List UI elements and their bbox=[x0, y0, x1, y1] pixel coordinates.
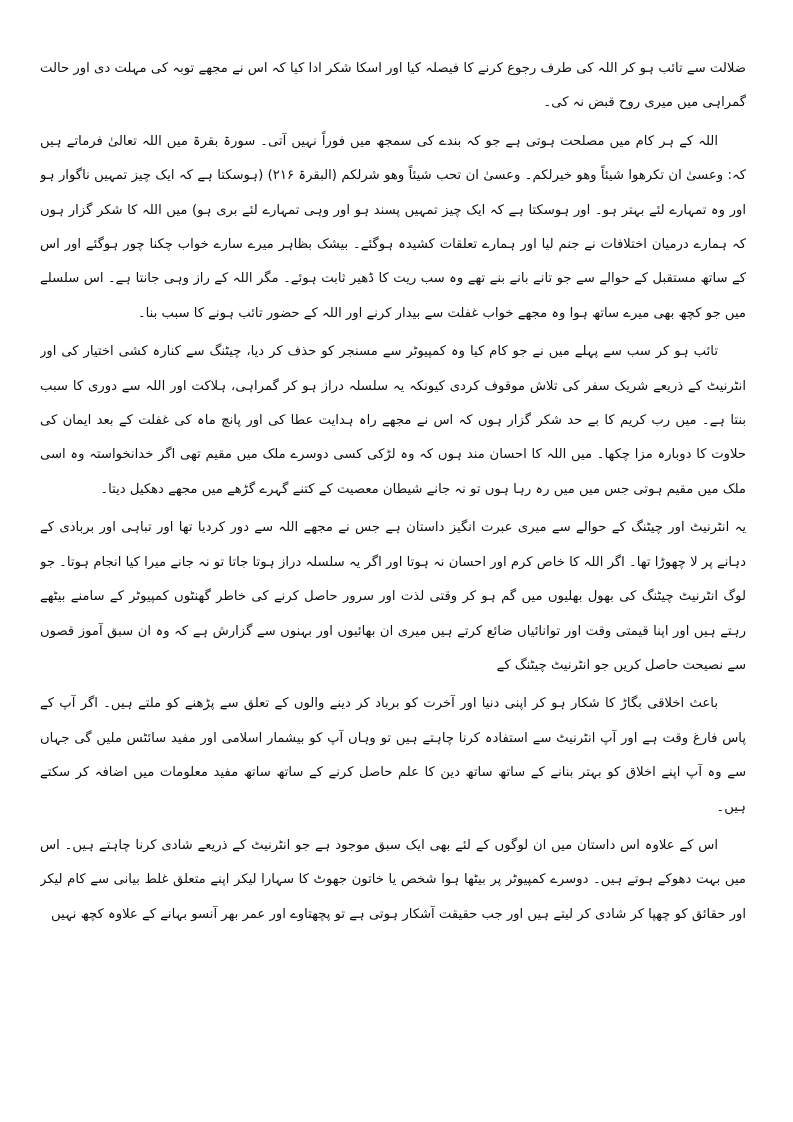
paragraph-4: یہ انٹرنیٹ اور چیٹنگ کے حوالے سے میری عبرت انگیز داستان ہے جس نے مجھے اللہ سے دور کردیا تھا اور تباہی اور بربادی کے دہانے پر لا چھوڑا تھا۔ اگر اللہ کا خاص کرم اور احسان نہ ہوتا اور اگر یہ سلسلہ دراز ہوتا جاتا تو نہ جانے میرا کیا انجام ہوتا۔ جو لوگ انٹرنیٹ چیٹنگ کی بھول بھلیوں میں گم ہو کر وقتی لذت اور سرور حاصل کرنے کی خاطر گھنٹوں کمپیوٹر کے سامنے بیٹھے رہتے ہیں اور اپنا قیمتی وقت اور توانائیاں ضائع کرتے ہیں میری ان بھائیوں اور بہنوں سے گزارش ہے کہ وہ ان سبق آموز قصوں سے نصیحت حاصل کریں جو انٹرنیٹ چیٹنگ کے bbox=[40, 520, 746, 673]
paragraph-1: ضلالت سے تائب ہو کر اللہ کی طرف رجوع کرنے کا فیصلہ کیا اور اسکا شکر ادا کیا کہ اس نے مجھے توبہ کی مہلت دی اور حالت گمراہی میں میری روح قبض نہ کی۔ bbox=[40, 61, 746, 111]
paragraph-3: تائب ہو کر سب سے پہلے میں نے جو کام کیا وہ کمپیوٹر سے مسنجر کو حذف کر دیا، چیٹنگ سے کنارہ کشی اختیار کی اور انٹرنیٹ کے ذریعے شریک سفر کی تلاش موقوف کردی کیونکہ یہ سلسلہ دراز ہو کر گمراہی، ہلاکت اور اللہ سے دوری کا سبب بنتا ہے۔ میں رب کریم کا بے حد شکر گزار ہوں کہ اس نے مجھے راہ ہدایت عطا کی اور پانچ ماہ کی غفلت کے بعد ایمان کی حلاوت کا دوبارہ مزا چکھا۔ میں اللہ کا احسان مند ہوں کہ وہ لڑکی کسی دوسرے ملک میں مقیم تھی اگر خدانخواستہ وہ اسی ملک میں مقیم ہوتی جس میں میں رہ رہا ہوں تو نہ جانے شیطان معصیت کے کتنے گہرے گڑھے میں مجھے دھکیل دیتا۔ bbox=[40, 344, 746, 497]
paragraph-6: اس کے علاوہ اس داستان میں ان لوگوں کے لئے بھی ایک سبق موجود ہے جو انٹرنیٹ کے ذریعے شادی کرنا چاہتے ہیں۔ اس میں بہت دھوکے ہوتے ہیں۔ دوسرے کمپیوٹر پر بیٹھا ہوا شخص یا خاتون جھوٹ کا سہارا لیکر اپنے متعلق غلط بیانی سے کام لیکر اور حقائق کو چھپا کر شادی کر لیتے ہیں اور جب حقیقت آشکار ہوتی ہے تو پچھتاوے اور عمر بھر آنسو بہانے کے علاوہ کچھ نہیں bbox=[40, 837, 746, 922]
document-page bbox=[40, 52, 746, 1102]
paragraph-2: اللہ کے ہر کام میں مصلحت ہوتی ہے جو کہ بندے کی سمجھ میں فوراً نہیں آتی۔ سورۃ بقرۃ میں اللہ تعالیٰ فرماتے ہیں کہ: وعسیٰ ان تکرھوا شیئاً وھو خیرلکم۔ وعسیٰ ان تحب شیئاً وھو شرلکم (البقرۃ ۲۱۶) (ہوسکتا ہے کہ ایک چیز تمہیں ناگوار ہو اور وہ تمہارے لئے بہتر ہو۔ اور ہوسکتا ہے کہ ایک چیز تمہیں پسند ہو اور وہی تمہارے لئے بری ہو) میں اللہ کا شکر گزار ہوں کہ ہمارے درمیان اختلافات نے جنم لیا اور ہمارے تعلقات کشیدہ ہوگئے۔ بیشک بظاہر میرے سارے خواب چکنا چور ہوگئے اور اس کے ساتھ مستقبل کے حوالے سے جو تانے بانے بنے تھے وہ سب ریت کا ڈھیر ثابت ہوئے۔ مگر اللہ کے راز وہی جانتا ہے۔ اس سلسلے میں جو کچھ بھی میرے ساتھ ہوا وہ مجھے خواب غفلت سے بیدار کرنے اور اللہ کے حضور تائب ہونے کا سبب بنا۔ bbox=[40, 133, 746, 321]
paragraph-5: باعث اخلاقی بگاڑ کا شکار ہو کر اپنی دنیا اور آخرت کو برباد کر دینے والوں کے تعلق سے پڑھنے کو ملتے ہیں۔ اگر آپ کے پاس فارغ وقت ہے اور آپ انٹرنیٹ سے استفادہ کرنا چاہتے ہیں تو وہاں آپ کو بیشمار اسلامی اور مفید سائٹس ملیں گی جہاں سے وہ آپ اپنے اخلاق کو بہتر بنانے کے ساتھ ساتھ دین کا علم حاصل کرنے کے ساتھ ساتھ مفید معلومات میں اضافہ کر سکتے ہیں۔ bbox=[40, 696, 746, 815]
